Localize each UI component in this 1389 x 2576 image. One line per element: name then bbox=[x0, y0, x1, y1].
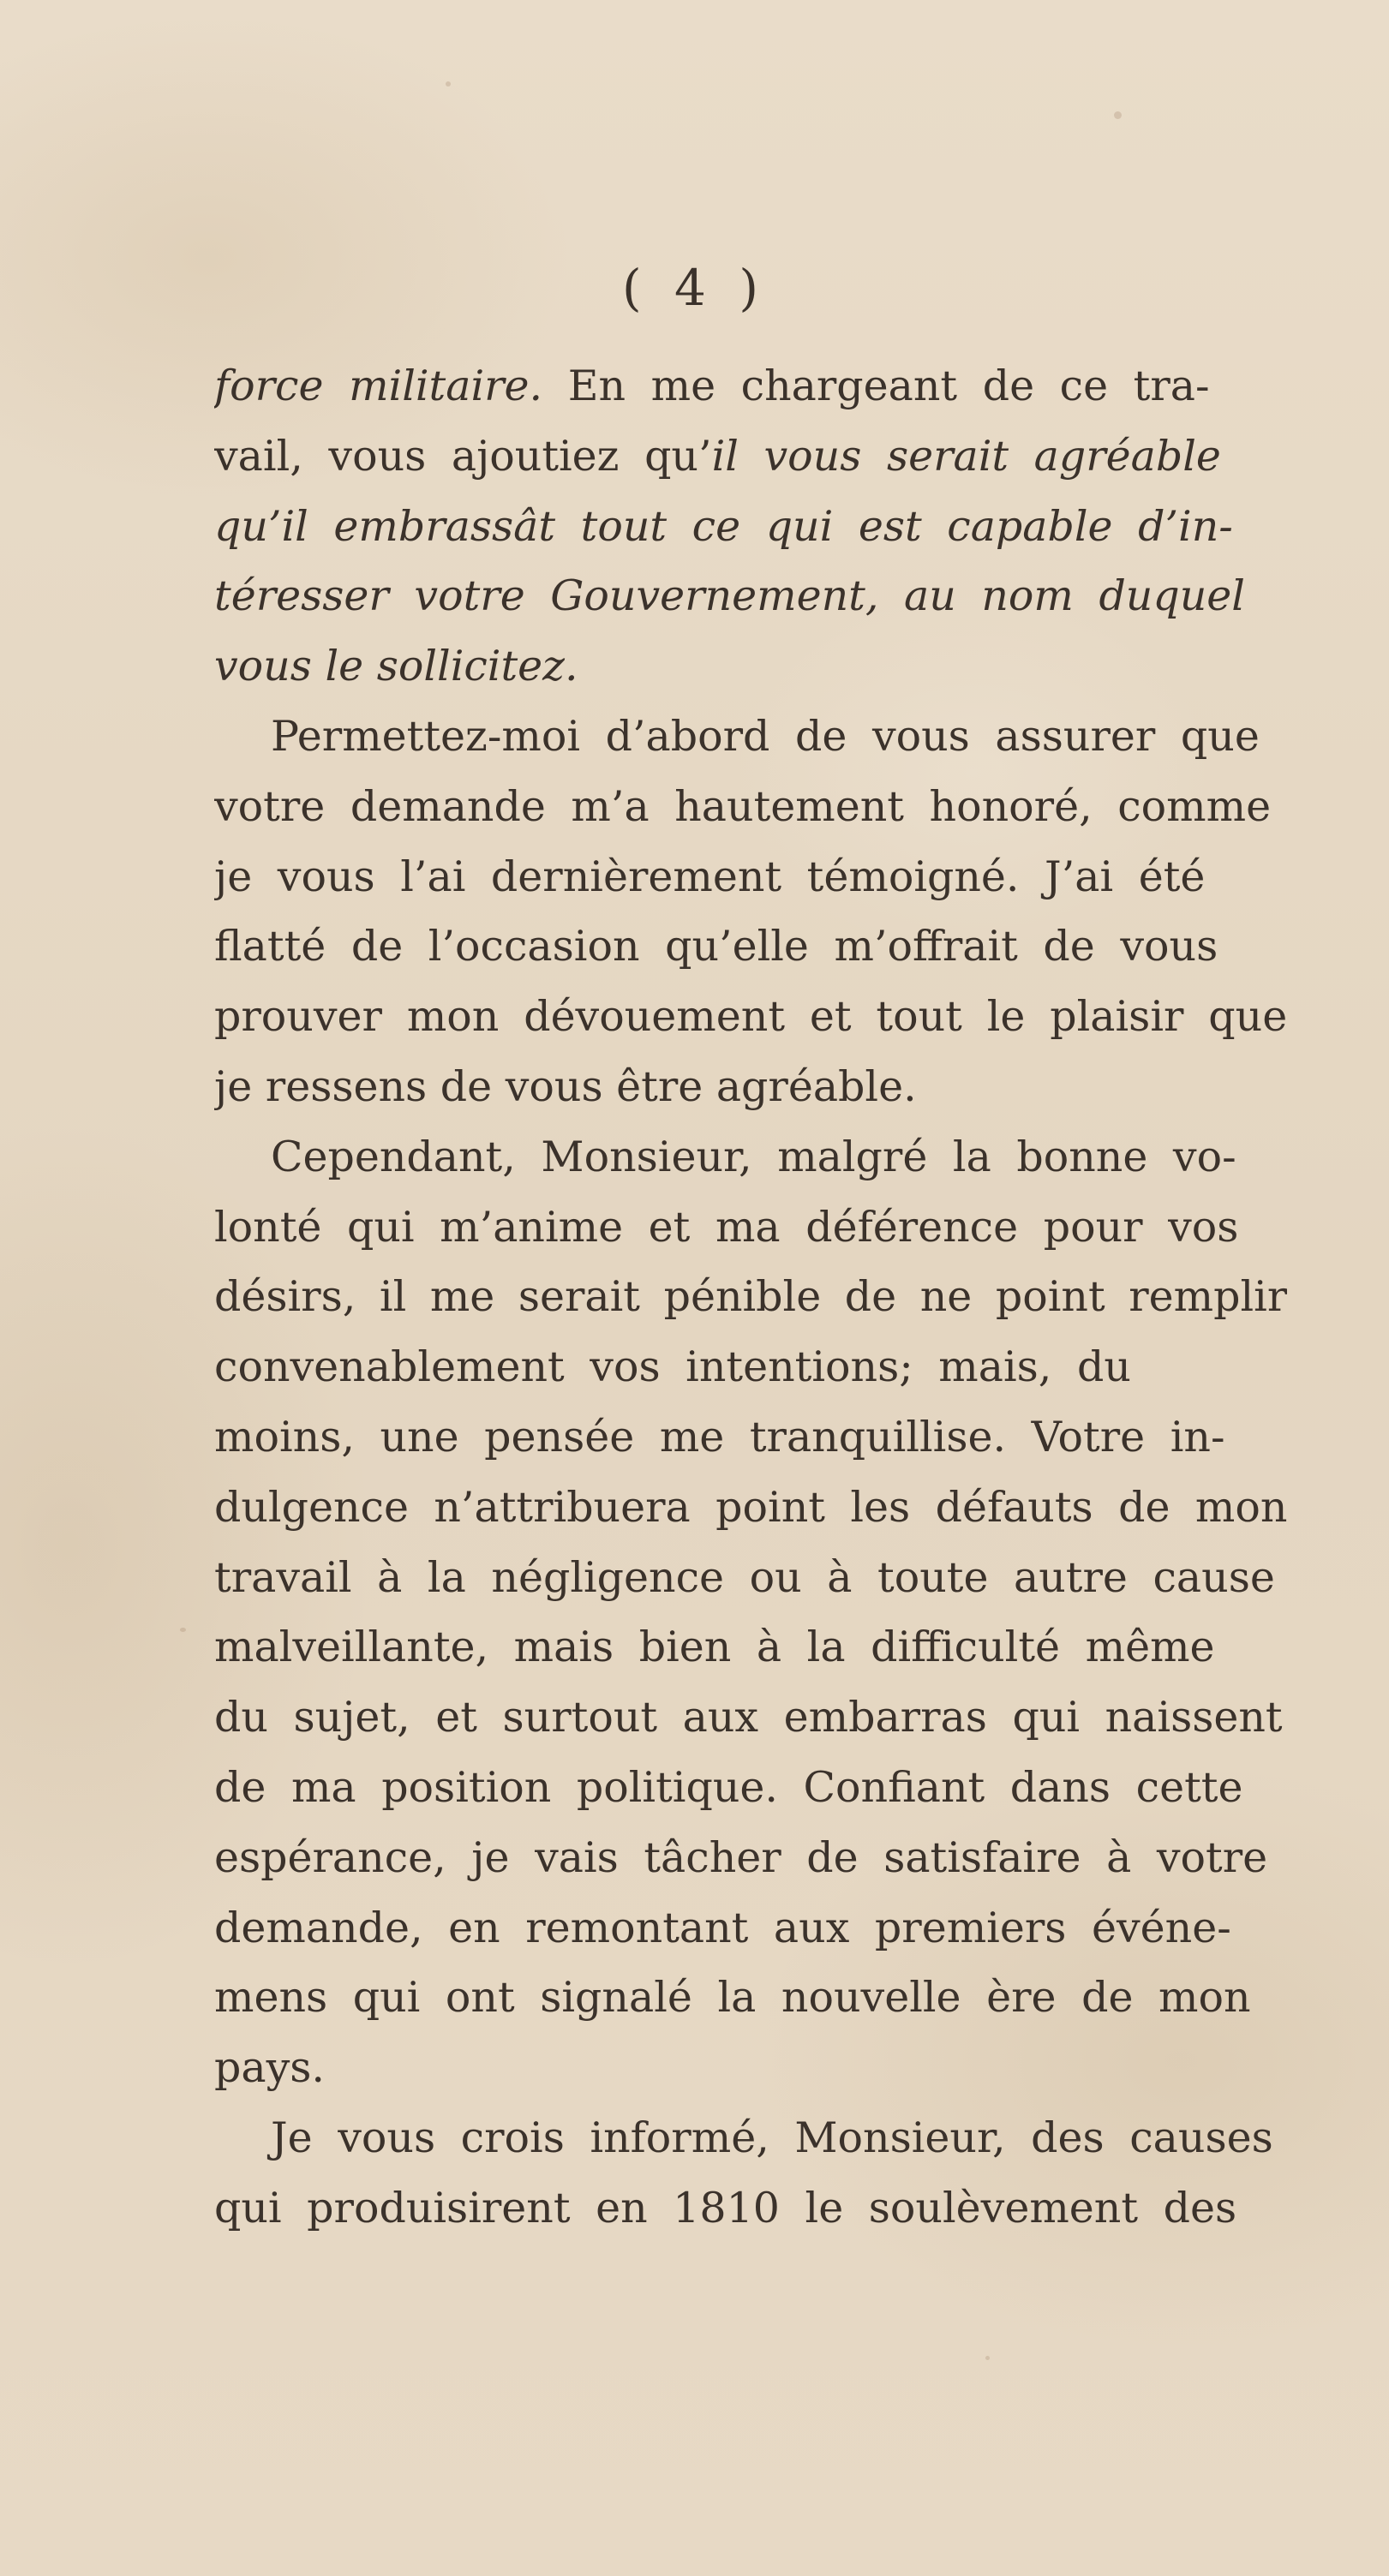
roman-text: prouver mon dévouement et tout le plaisir que bbox=[214, 992, 1287, 1042]
text-line bbox=[214, 2103, 1287, 2173]
roman-text: espérance, je vais tâcher de satisfaire à votre bbox=[214, 1832, 1268, 1882]
italic-text: il vous serait agréable bbox=[711, 431, 1221, 481]
text-line bbox=[214, 1192, 1287, 1263]
roman-text: malveillante, mais bien à la difficulté même bbox=[214, 1623, 1215, 1672]
text-line bbox=[214, 1262, 1287, 1332]
text-line bbox=[214, 1682, 1287, 1753]
paper-spot bbox=[1114, 111, 1122, 119]
text-line bbox=[214, 1052, 1287, 1122]
paper-spot bbox=[446, 81, 451, 87]
roman-text: flatté de l’occasion qu’elle m’offrait de vous bbox=[214, 922, 1218, 971]
text-line bbox=[214, 772, 1287, 842]
text-line bbox=[214, 492, 1287, 562]
text-line bbox=[214, 1402, 1287, 1473]
roman-text: En me chargeant de ce tra- bbox=[542, 362, 1210, 410]
text-line bbox=[214, 1753, 1287, 1823]
text-line bbox=[214, 1543, 1287, 1613]
roman-text: lonté qui m’anime et ma déférence pour vos bbox=[214, 1202, 1239, 1252]
text-line bbox=[214, 1893, 1287, 1963]
text-line bbox=[214, 561, 1287, 631]
roman-text: vail, vous ajoutiez qu’ bbox=[214, 431, 712, 481]
body-text bbox=[214, 351, 1287, 2244]
text-line bbox=[214, 842, 1287, 912]
roman-text: mens qui ont signalé la nouvelle ère de mon bbox=[214, 1973, 1251, 2023]
text-line bbox=[214, 2033, 1287, 2103]
italic-text: force militaire. bbox=[214, 362, 543, 410]
roman-text: votre demande m’a hautement honoré, comme bbox=[214, 781, 1272, 831]
roman-text: travail à la négligence ou à toute autre cause bbox=[214, 1552, 1275, 1602]
text-line bbox=[214, 1332, 1287, 1402]
roman-text: je vous l’ai dernièrement témoigné. J’ai été bbox=[214, 852, 1206, 901]
text-line bbox=[214, 702, 1287, 772]
text-line bbox=[214, 351, 1287, 421]
roman-text: convenablement vos intentions; mais, du bbox=[214, 1342, 1131, 1392]
italic-text: qu’il embrassât tout ce qui est capable d’in- bbox=[214, 501, 1233, 551]
roman-text: qui produisirent en 1810 le soulèvement des bbox=[214, 2183, 1237, 2232]
roman-text: du sujet, et surtout aux embarras qui naissent bbox=[214, 1693, 1283, 1742]
text-line bbox=[214, 982, 1287, 1052]
roman-text: moins, une pensée me tranquillise. Votre in- bbox=[214, 1412, 1225, 1461]
roman-text: de ma position politique. Confiant dans cette bbox=[214, 1762, 1243, 1812]
italic-text: vous le sollicitez. bbox=[214, 642, 578, 691]
roman-text: dulgence n’attribuera point les défauts de mon bbox=[214, 1482, 1287, 1532]
text-line bbox=[214, 631, 1287, 702]
roman-text: pays. bbox=[214, 2043, 325, 2093]
roman-text: Permettez-moi d’abord de vous assurer que bbox=[271, 711, 1260, 761]
text-line bbox=[214, 1473, 1287, 1543]
roman-text: demande, en remontant aux premiers événe- bbox=[214, 1903, 1231, 1952]
italic-text: téresser votre Gouvernement, au nom duquel bbox=[214, 571, 1245, 621]
paper-spot bbox=[985, 2356, 990, 2360]
text-line bbox=[214, 2173, 1287, 2244]
roman-text: désirs, il me serait pénible de ne point remplir bbox=[214, 1272, 1287, 1322]
roman-text: je ressens de vous être agréable. bbox=[214, 1061, 917, 1111]
text-line bbox=[214, 421, 1287, 492]
page-number: ( 4 ) bbox=[621, 259, 768, 317]
text-line bbox=[214, 911, 1287, 982]
roman-text: Je vous crois informé, Monsieur, des causes bbox=[271, 2113, 1273, 2162]
paper-spot bbox=[180, 1628, 186, 1632]
text-line bbox=[214, 1963, 1287, 2033]
roman-text: Cependant, Monsieur, malgré la bonne vo- bbox=[271, 1132, 1236, 1181]
text-line bbox=[214, 1612, 1287, 1682]
text-line bbox=[214, 1823, 1287, 1893]
text-line bbox=[214, 1122, 1287, 1192]
